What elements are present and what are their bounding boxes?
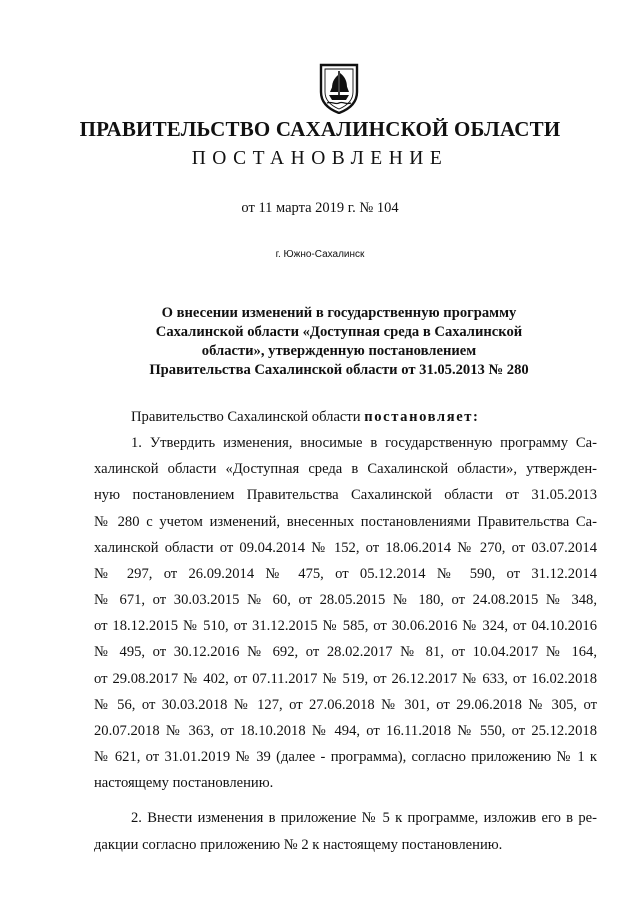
- paragraph-1-line: № 56, от 30.03.2018 № 127, от 27.06.2018 № 301, от 29.06.2018 № 305, от: [94, 696, 597, 713]
- paragraph-2-line: 2. Внести изменения в приложение № 5 к программе, изложив его в ре-: [131, 810, 597, 827]
- coat-of-arms-icon: [317, 62, 361, 114]
- paragraph-1-line: халинской области от 09.04.2014 № 152, от 18.06.2014 № 270, от 03.07.2014: [94, 539, 597, 556]
- paragraph-1-line: ную постановлением Правительства Сахалинской области от 31.05.2013: [94, 487, 597, 504]
- paragraph-1-line: № 297, от 26.09.2014 № 475, от 05.12.2014 № 590, от 31.12.2014: [94, 565, 597, 582]
- paragraph-1-line: от 29.08.2017 № 402, от 07.11.2017 № 519, от 26.12.2017 № 633, от 16.02.2018: [94, 670, 597, 687]
- paragraph-1-line: настоящему постановлению.: [94, 775, 274, 792]
- paragraph-1-line: № 495, от 30.12.2016 № 692, от 28.02.2017 № 81, от 10.04.2017 № 164,: [94, 644, 597, 661]
- preamble-emphasis: постановляет:: [364, 409, 480, 425]
- document-body: [94, 404, 597, 858]
- paragraph-1-line: № 621, от 31.01.2019 № 39 (далее - программа), согласно приложению № 1 к: [94, 749, 597, 766]
- document-title: [120, 304, 558, 380]
- paragraph-1-line: 20.07.2018 № 363, от 18.10.2018 № 494, от 16.11.2018 № 550, от 25.12.2018: [94, 722, 597, 739]
- title-line: области», утвержденную постановлением: [201, 343, 477, 359]
- title-line: Сахалинской области «Доступная среда в Сахалинской: [155, 324, 523, 340]
- document-city: г. Южно-Сахалинск: [275, 249, 365, 260]
- paragraph-2-line: дакции согласно приложению № 2 к настоящему постановлению.: [94, 836, 503, 853]
- title-line: О внесении изменений в государственную программу: [161, 305, 517, 321]
- preamble-text: Правительство Сахалинской области: [131, 409, 361, 425]
- paragraph-1-line: от 18.12.2015 № 510, от 31.12.2015 № 585, от 30.06.2016 № 324, от 04.10.2016: [94, 618, 597, 635]
- organization-name: ПРАВИТЕЛЬСТВО САХАЛИНСКОЙ ОБЛАСТИ: [79, 117, 561, 141]
- paragraph-1-line: № 280 с учетом изменений, внесенных постановлениями Правительства Са-: [94, 513, 597, 530]
- paragraph-gap: [94, 796, 597, 805]
- paragraph-1-line: № 671, от 30.03.2015 № 60, от 28.05.2015 № 180, от 24.08.2015 № 348,: [94, 592, 597, 609]
- preamble: [94, 404, 597, 430]
- document-date-number: от 11 марта 2019 г. № 104: [241, 200, 399, 216]
- paragraph-1-line: 1. Утвердить изменения, вносимые в государственную программу Са-: [131, 435, 597, 452]
- document-type: ПОСТАНОВЛЕНИЕ: [191, 148, 449, 169]
- paragraph-1-line: халинской области «Доступная среда в Сахалинской области», утвержден-: [94, 461, 597, 478]
- title-line: Правительства Сахалинской области от 31.05.2013 № 280: [149, 362, 529, 378]
